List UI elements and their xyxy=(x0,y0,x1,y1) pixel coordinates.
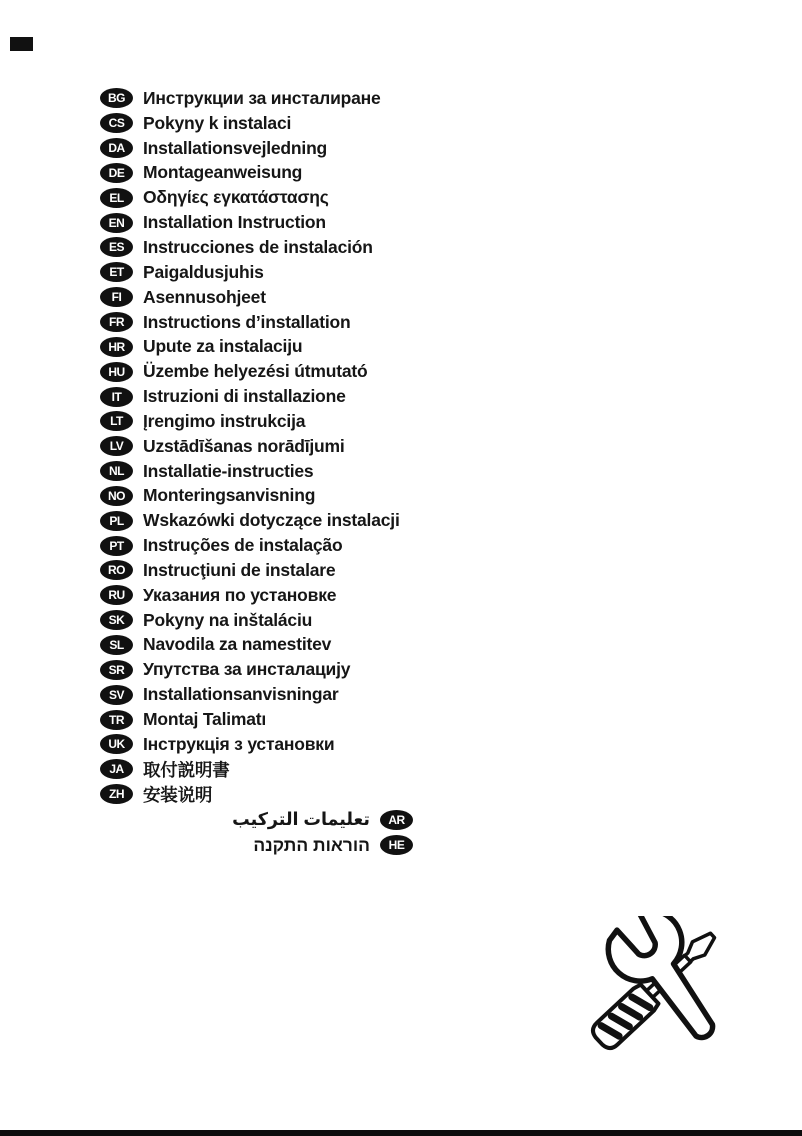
language-code-badge: SV xyxy=(100,685,133,705)
language-row xyxy=(100,384,400,409)
language-label: 取付説明書 xyxy=(143,759,230,780)
language-row xyxy=(100,185,400,210)
wrench-and-screwdriver-icon xyxy=(590,916,742,1068)
language-code-badge: LV xyxy=(100,436,133,456)
language-label: Upute za instalaciju xyxy=(143,336,303,357)
language-code-badge: FR xyxy=(100,312,133,332)
language-code-badge: RU xyxy=(100,585,133,605)
language-row xyxy=(100,409,400,434)
language-row xyxy=(100,732,400,757)
language-label: Installatie-instructies xyxy=(143,460,314,481)
language-code-badge: HR xyxy=(100,337,133,357)
language-code-badge: SL xyxy=(100,635,133,655)
language-label: Pokyny na inštaláciu xyxy=(143,609,313,630)
language-code-badge: ZH xyxy=(100,784,133,804)
language-code-badge: SR xyxy=(100,660,133,680)
language-label: Pokyny k instalaci xyxy=(143,112,292,133)
language-code-badge: FI xyxy=(100,287,133,307)
language-row xyxy=(100,359,400,384)
language-row xyxy=(100,508,400,533)
language-row xyxy=(100,260,400,285)
language-row xyxy=(100,558,400,583)
language-code-badge: PT xyxy=(100,536,133,556)
language-code-badge: BG xyxy=(100,88,133,108)
language-code-badge: DA xyxy=(100,138,133,158)
language-label: Montaj Talimatı xyxy=(143,709,267,730)
language-row xyxy=(232,807,413,833)
language-row xyxy=(100,484,400,509)
language-label: Instruções de instalação xyxy=(143,535,343,556)
language-code-badge: SK xyxy=(100,610,133,630)
language-label: הוראות התקנה xyxy=(253,834,370,855)
language-label: Montageanweisung xyxy=(143,162,303,183)
language-row xyxy=(100,285,400,310)
language-code-badge: RO xyxy=(100,560,133,580)
language-label: Installation Instruction xyxy=(143,212,326,233)
language-label: 安装说明 xyxy=(143,784,213,805)
language-label: Instrucţiuni de instalare xyxy=(143,559,336,580)
language-code-badge: PL xyxy=(100,511,133,531)
language-label: Упутства за инсталацију xyxy=(143,659,351,680)
language-label: Installationsvejledning xyxy=(143,137,328,158)
language-code-badge: ET xyxy=(100,262,133,282)
language-code-badge: NO xyxy=(100,486,133,506)
language-label: Uzstādīšanas norādījumi xyxy=(143,435,345,456)
language-row xyxy=(100,86,400,111)
language-row xyxy=(100,707,400,732)
language-row xyxy=(232,833,413,859)
language-row xyxy=(100,533,400,558)
language-row xyxy=(100,757,400,782)
language-code-badge: EL xyxy=(100,188,133,208)
language-code-badge: IT xyxy=(100,387,133,407)
language-row xyxy=(100,210,400,235)
language-code-badge: AR xyxy=(380,810,413,830)
language-code-badge: TR xyxy=(100,710,133,730)
language-row xyxy=(100,657,400,682)
language-row xyxy=(100,459,400,484)
language-row xyxy=(100,161,400,186)
language-label: Instructions d’installation xyxy=(143,311,351,332)
language-code-badge: NL xyxy=(100,461,133,481)
language-row xyxy=(100,136,400,161)
language-row xyxy=(100,583,400,608)
language-code-badge: LT xyxy=(100,411,133,431)
language-label: Инструкции за инсталиране xyxy=(143,87,381,108)
language-row xyxy=(100,782,400,807)
language-row xyxy=(100,235,400,260)
language-label: Navodila za namestitev xyxy=(143,634,332,655)
language-row xyxy=(100,111,400,136)
language-code-badge: HU xyxy=(100,362,133,382)
language-row xyxy=(100,682,400,707)
language-row xyxy=(100,334,400,359)
language-row xyxy=(100,633,400,658)
language-label: Istruzioni di installazione xyxy=(143,386,346,407)
page-bottom-rule xyxy=(0,1130,802,1136)
language-label: Οδηγίες εγκατάστασης xyxy=(143,187,329,208)
print-registration-mark xyxy=(10,37,33,51)
language-label: Інструкція з установки xyxy=(143,733,335,754)
language-label: Wskazówki dotyczące instalacji xyxy=(143,510,400,531)
language-label: Monteringsanvisning xyxy=(143,485,316,506)
language-list xyxy=(100,86,400,806)
language-label: Instrucciones de instalación xyxy=(143,236,373,257)
language-label: Указания по установке xyxy=(143,584,337,605)
language-row xyxy=(100,608,400,633)
language-code-badge: DE xyxy=(100,163,133,183)
rtl-language-list xyxy=(232,807,413,858)
language-code-badge: EN xyxy=(100,213,133,233)
language-code-badge: UK xyxy=(100,734,133,754)
language-label: Asennusohjeet xyxy=(143,286,266,307)
language-row xyxy=(100,434,400,459)
language-row xyxy=(100,310,400,335)
language-code-badge: JA xyxy=(100,759,133,779)
language-label: Paigaldusjuhis xyxy=(143,261,264,282)
language-code-badge: CS xyxy=(100,113,133,133)
language-label: تعليمات التركيب xyxy=(232,809,370,830)
language-label: Üzembe helyezési útmutató xyxy=(143,361,368,382)
language-code-badge: HE xyxy=(380,835,413,855)
language-label: Installationsanvisningar xyxy=(143,684,339,705)
language-label: Įrengimo instrukcija xyxy=(143,410,306,431)
language-code-badge: ES xyxy=(100,237,133,257)
